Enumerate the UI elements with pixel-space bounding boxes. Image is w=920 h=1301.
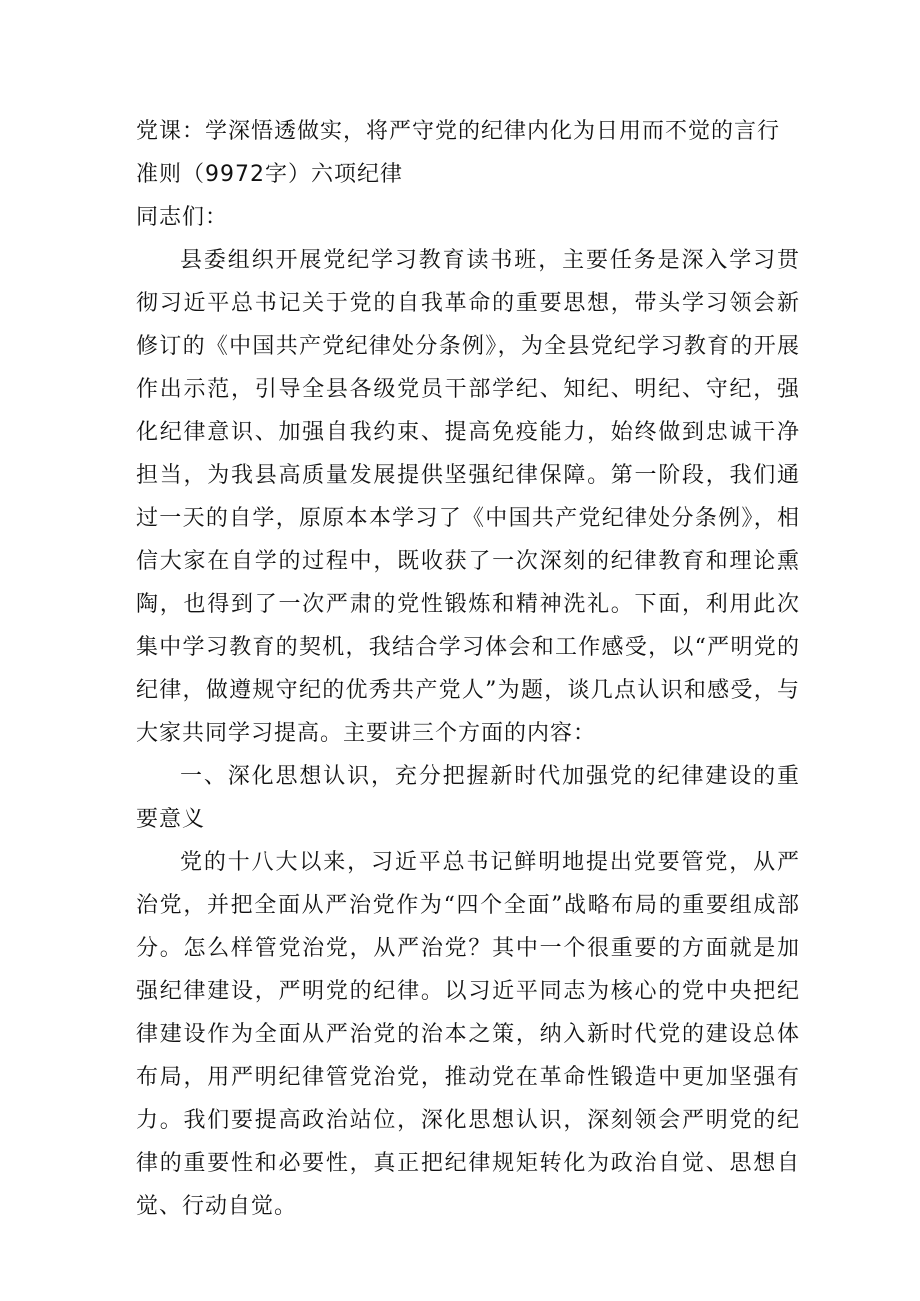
paragraph-section-1: 党的十八大以来，习近平总书记鲜明地提出党要管党，从严治党，并把全面从严治党作为“四个全面”战略布局的重要组成部分。怎么样管党治党，从严治党？其中一个很重要的方面就是加强纪律建设，严明党的纪律。以习近平同志为核心的党中央把纪律建设作为全面从严治党的治本之策，纳入新时代党的建设总体布局，用严明纪律管党治党，推动党在革命性锻造中更加坚强有力。我们要提高政治站位，深化思想认识，深刻领会严明党的纪律的重要性和必要性，真正把纪律规矩转化为政治自觉、思想自觉、行动自觉。 [136,850,800,1219]
section-heading-1: 一、深化思想认识，充分把握新时代加强党的纪律建设的重要意义 [136,764,800,832]
document-title: 党课：学深悟透做实，将严守党的纪律内化为日用而不觉的言行准则（9972字）六项纪律 [136,119,781,187]
paragraph-intro: 县委组织开展党纪学习教育读书班，主要任务是深入学习贯彻习近平总书记关于党的自我革命的重要思想，带头学习领会新修订的《中国共产党纪律处分条例》，为全县党纪学习教育的开展作出示范，引导全县各级党员干部学纪、知纪、明纪、守纪，强化纪律意识、加强自我约束、提高免疫能力，始终做到忠诚干净担当，为我县高质量发展提供坚强纪律保障。第一阶段，我们通过一天的自学，原原本本学习了《中国共产党纪律处分条例》，相信大家在自学的过程中，既收获了一次深刻的纪律教育和理论熏陶，也得到了一次严肃的党性锻炼和精神洗礼。下面，利用此次集中学习教育的契机，我结合学习体会和工作感受，以“严明党的纪律，做遵规守纪的优秀共产党人”为题，谈几点认识和感受，与大家共同学习提高。主要讲三个方面的内容： [136,248,800,746]
salutation: 同志们： [136,205,229,230]
document-body [136,110,800,1228]
